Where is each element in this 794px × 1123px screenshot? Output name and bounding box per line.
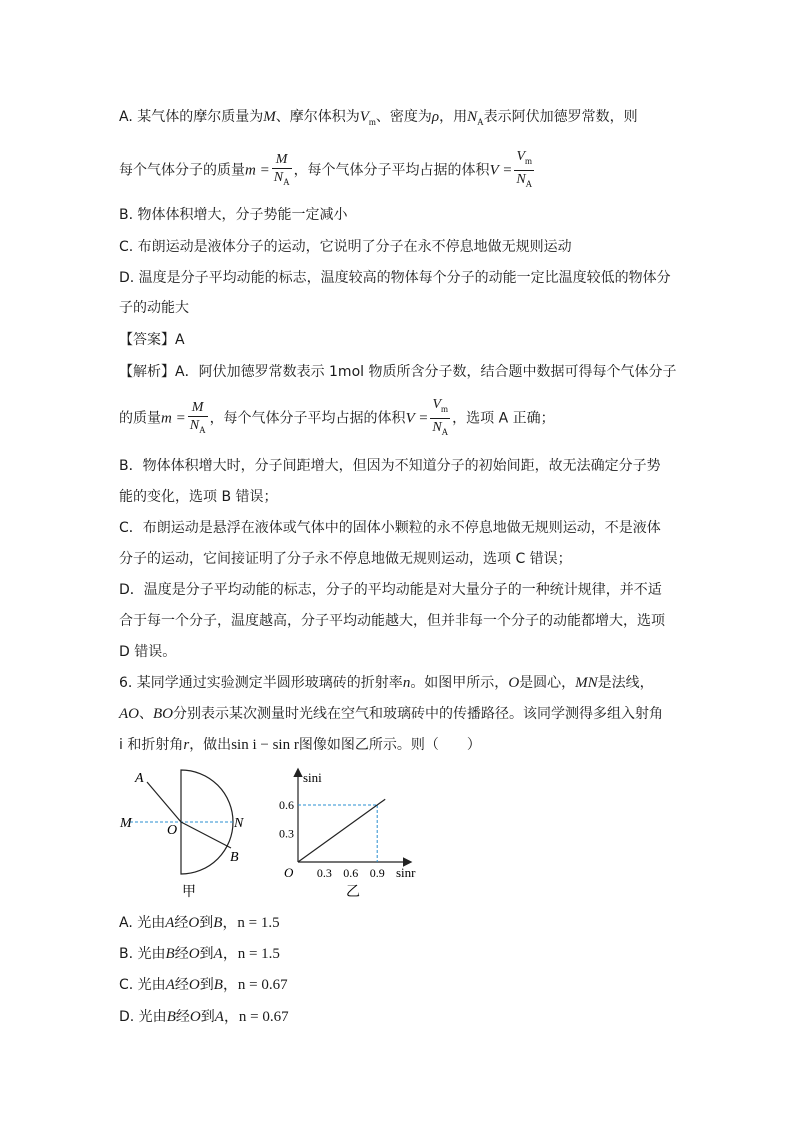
question-6-line3: i 和折射角r，做出sin i − sin r图像如图乙所示。则（ ） — [119, 737, 481, 753]
label-a: A — [135, 771, 144, 786]
x-tick-label: 0.9 — [369, 866, 385, 880]
figure-yi-chart — [278, 762, 428, 902]
answer-label: 【答案】A — [119, 332, 185, 348]
option-a-line1: A. 某气体的摩尔质量为M、摩尔体积为$V_m$、密度为ρ，用$N_A$表示阿伏加德罗常数，则 — [119, 109, 638, 127]
fraction-m: $\frac{M}{N_A}$ — [273, 151, 290, 187]
y-tick-label: 0.3 — [279, 826, 294, 841]
y-axis-label: sini — [303, 770, 322, 785]
x-axis-label: sinr — [396, 865, 416, 880]
option-d-line1: D. 温度是分子平均动能的标志，温度较高的物体每个分子的动能一定比温度较低的物体分 — [119, 270, 671, 286]
y-tick-label: 0.6 — [279, 798, 294, 812]
figure-jia — [110, 762, 260, 902]
caption-yi: 乙 — [346, 884, 360, 900]
fraction-v-expl: $\frac{V_m}{N_A}$ — [432, 397, 449, 437]
explanation-line4: 能的变化，选项 B 错误； — [119, 489, 278, 505]
fraction-v: $\frac{V_m}{N_A}$ — [516, 149, 533, 189]
label-n: N — [234, 816, 244, 831]
fraction-m-expl: $\frac{M}{N_A}$ — [189, 399, 206, 435]
option-c: C. 布朗运动是液体分子的运动，它说明了分子在永不停息地做无规则运动 — [119, 239, 572, 255]
symbol-M: M — [263, 109, 276, 125]
question-6-line1: 6. 某同学通过实验测定半圆形玻璃砖的折射率n。如图甲所示，O是圆心，MN是法线， — [119, 675, 654, 691]
symbol-rho: ρ — [431, 109, 440, 125]
option-a-line2: 每个气体分子的质量m = $\frac{M}{N_A}$ ，每个气体分子平均占据的体积V = $\frac{V_m}{N_A}$ — [119, 148, 536, 193]
choice-a: A. 光由A经O到B，n = 1.5 — [119, 915, 280, 931]
series-line — [298, 799, 385, 862]
explanation-line7: D．温度是分子平均动能的标志，分子的平均动能是对大量分子的一种统计规律，并不适 — [119, 582, 662, 598]
choice-c: C. 光由A经O到B，n = 0.67 — [119, 977, 288, 993]
label-m: M — [120, 816, 132, 831]
origin-label: O — [284, 865, 294, 880]
option-d-line2: 子的动能大 — [119, 300, 189, 316]
ray-ob — [181, 822, 231, 848]
explanation-line8: 合于每一个分子，温度越高，分子平均动能越大，但并非每一个分子的动能都增大，选项 — [119, 613, 665, 629]
explanation-line3: B．物体体积增大时，分子间距增大，但因为不知道分子的初始间距，故无法确定分子势 — [119, 458, 661, 474]
ray-ao — [147, 782, 181, 822]
symbol-NA: $N_A$ — [467, 109, 484, 127]
choice-d: D. 光由B经O到A，n = 0.67 — [119, 1009, 289, 1025]
label-b: B — [230, 850, 239, 865]
x-tick-label: 0.3 — [316, 866, 332, 880]
explanation-line1: 【解析】A．阿伏加德罗常数表示 1mol 物质所含分子数，结合题中数据可得每个气体分子 — [119, 364, 677, 380]
option-b: B. 物体体积增大，分子势能一定减小 — [119, 207, 348, 223]
label-o: O — [167, 823, 178, 838]
explanation-line9: D 错误。 — [119, 644, 177, 660]
symbol-Vm: $V_m$ — [359, 109, 376, 127]
explanation-line6: 分子的运动，它间接证明了分子永不停息地做无规则运动，选项 C 错误； — [119, 551, 572, 567]
caption-jia: 甲 — [182, 884, 196, 900]
explanation-line5: C．布朗运动是悬浮在液体或气体中的固体小颗粒的永不停息地做无规则运动，不是液体 — [119, 520, 661, 536]
x-tick-label: 0.6 — [343, 866, 359, 880]
explanation-line2: 的质量m = $\frac{M}{N_A}$ ，每个气体分子平均占据的体积V = $\frac{V_m}{N_A}$ ，选项 A 正确； — [119, 396, 555, 441]
question-6-line2: AO、BO分别表示某次测量时光线在空气和玻璃砖中的传播路径。该同学测得多组入射角 — [119, 706, 663, 722]
choice-b: B. 光由B经O到A，n = 1.5 — [119, 946, 280, 962]
